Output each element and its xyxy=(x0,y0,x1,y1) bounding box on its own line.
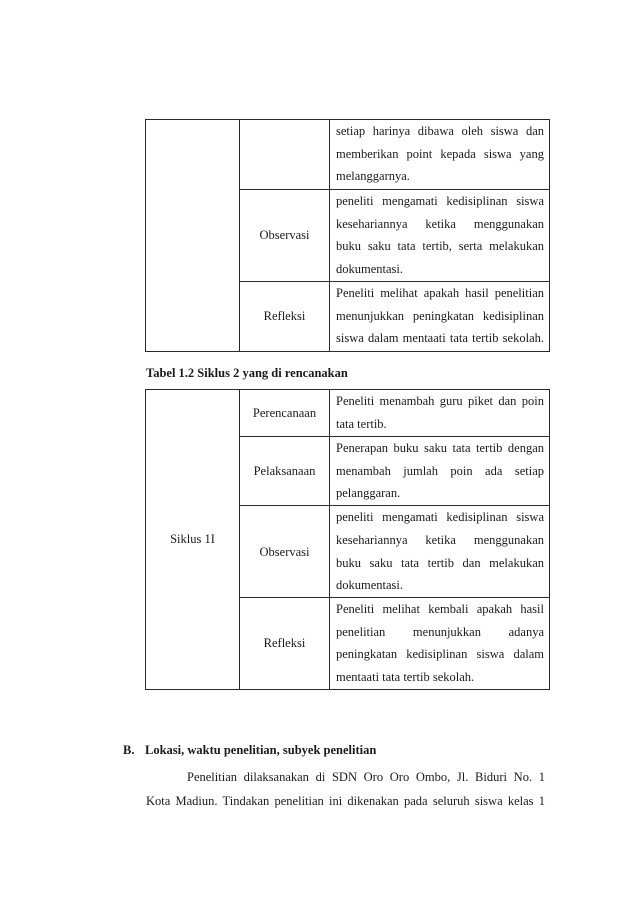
table-cell-description xyxy=(330,437,550,506)
text-line: memberikan point kepada siswa yang xyxy=(336,146,544,161)
text-line: Peneliti melihat apakah hasil penelitian xyxy=(336,285,544,300)
table-caption: Tabel 1.2 Siklus 2 yang di rencanakan xyxy=(146,366,348,380)
table-cell-description xyxy=(330,506,550,598)
table-cell-description xyxy=(330,597,550,689)
text-line: kesehariannya ketika menggunakan xyxy=(336,216,544,231)
table-cell-cycle-empty xyxy=(146,120,240,352)
text-line: siswa dalam mentaati tata tertib sekolah. xyxy=(336,331,544,346)
table-cell-phase-label: Observasi xyxy=(240,506,330,598)
table-cell-description xyxy=(330,120,550,190)
text-line: pelanggaran. xyxy=(336,486,401,501)
paragraph-line: Kota Madiun. Tindakan penelitian ini dikenakan pada seluruh siswa kelas 1 xyxy=(146,794,545,808)
text-line: setiap harinya dibawa oleh siswa dan xyxy=(336,124,544,138)
text-line: kesehariannya ketika menggunakan xyxy=(336,532,544,547)
text-line: melanggarnya. xyxy=(336,169,410,184)
text-line: peneliti mengamati kedisiplinan siswa xyxy=(336,510,544,525)
text-line: buku saku tata tertib, serta melakukan xyxy=(336,239,544,254)
section-heading xyxy=(123,743,376,758)
table-cell-phase-label: Perencanaan xyxy=(240,390,330,437)
table-siklus-2 xyxy=(145,389,550,690)
text-line: Peneliti melihat kembali apakah hasil xyxy=(336,601,544,616)
table-cell-description xyxy=(330,190,550,282)
text-line: Penerapan buku saku tata tertib dengan xyxy=(336,441,544,455)
text-line: dokumentasi. xyxy=(336,578,404,593)
text-line: menambah jumlah poin ada setiap xyxy=(336,463,544,478)
table-cell-description xyxy=(330,281,550,351)
table-row xyxy=(146,390,550,437)
body-paragraph xyxy=(146,765,545,813)
paragraph-line: Penelitian dilaksanakan di SDN Oro Oro Ombo, Jl. Biduri No. 1 xyxy=(187,770,545,784)
table-cell-description xyxy=(330,390,550,437)
section-number: B. xyxy=(123,743,135,757)
text-line: penelitian menunjukkan adanya xyxy=(336,624,544,639)
text-line: Peneliti menambah guru piket dan poin xyxy=(336,394,544,408)
table-siklus-1-continued xyxy=(145,119,550,352)
table-cell-phase-label: Refleksi xyxy=(240,597,330,689)
text-line: dokumentasi. xyxy=(336,262,404,277)
table-cell-phase-label: Refleksi xyxy=(240,281,330,351)
table-cell-phase-label: Observasi xyxy=(240,190,330,282)
section-title: Lokasi, waktu penelitian, subyek penelitian xyxy=(145,743,377,757)
text-line: tata tertib. xyxy=(336,416,387,431)
table-cell-label-empty xyxy=(240,120,330,190)
text-line: mentaati tata tertib sekolah. xyxy=(336,670,475,685)
table-row xyxy=(146,120,550,190)
text-line: peneliti mengamati kedisiplinan siswa xyxy=(336,194,544,208)
table-cell-cycle: Siklus 1I xyxy=(146,390,240,690)
text-line: buku saku tata tertib dan melakukan xyxy=(336,555,544,570)
text-line: peningkatan kedisiplinan siswa dalam xyxy=(336,647,544,662)
text-line: menunjukkan peningkatan kedisiplinan xyxy=(336,308,544,323)
table-cell-phase-label: Pelaksanaan xyxy=(240,437,330,506)
